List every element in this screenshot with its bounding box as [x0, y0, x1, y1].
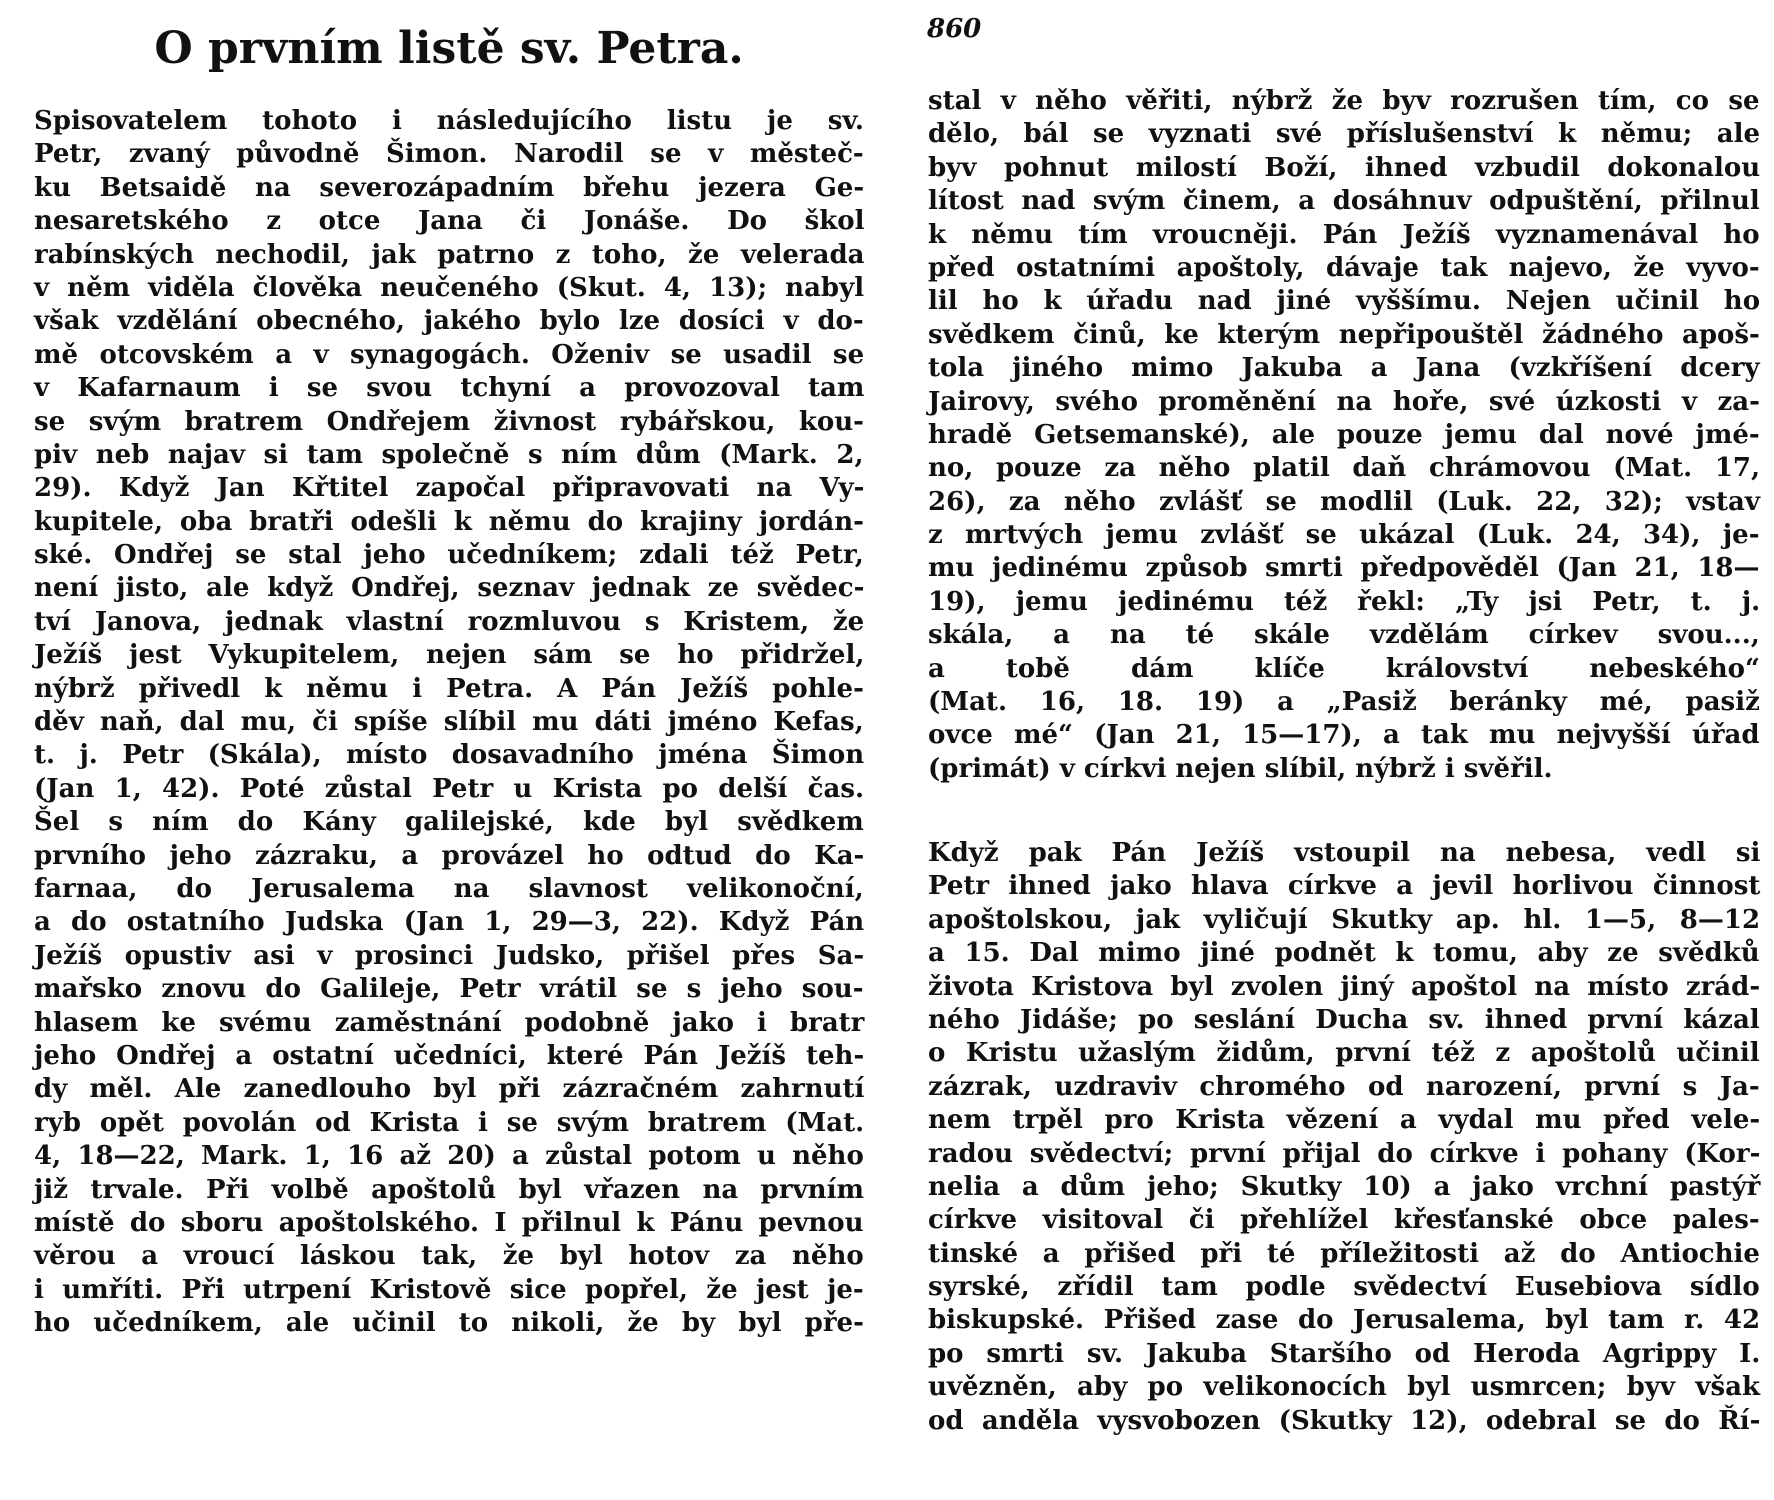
text-line: 4, 18—22, Mark. 1, 16 až 20) a zůstal potom u něho — [34, 1141, 864, 1172]
text-line: věrou a vroucí láskou tak, že byl hotov za něho — [34, 1241, 864, 1272]
text-line: z mrtvých jemu zvlášť se ukázal (Luk. 24, 34), je- — [928, 520, 1760, 551]
text-line: dělo, bál se vyznati své příslušenství k němu; ale — [928, 119, 1761, 150]
text-line: ho učedníkem, ale učinil to nikoli, že by byl pře- — [34, 1308, 864, 1339]
text-line: biskupské. Přišed zase do Jerusalema, byl tam r. 42 — [928, 1305, 1761, 1336]
text-line: Spisovatelem tohoto i následujícího listu je sv. — [34, 106, 864, 136]
text-line: 29). Když Jan Křtitel započal připravovati na Vy- — [34, 473, 865, 504]
text-line: (primát) v církvi nejen slíbil, nýbrž i svěřil. — [928, 753, 1553, 784]
text-line: 19), jemu jedinému též řekl: „Ty jsi Petr, t. j. — [928, 586, 1761, 617]
text-line: syrské, zřídil tam podle svědectví Eusebiova sídlo — [928, 1272, 1760, 1303]
text-line: mě otcovském a v synagogách. Oženiv se usadil se — [34, 339, 865, 370]
text-line: (Jan 1, 42). Poté zůstal Petr u Krista po delší čas. — [34, 773, 865, 804]
text-line: nesaretského z otce Jana či Jonáše. Do škol — [34, 206, 865, 237]
text-line: mařsko znovu do Galileje, Petr vrátil se s jeho sou- — [34, 974, 864, 1005]
chapter-title: O prvním listě sv. Petra. — [154, 23, 744, 74]
text-line: apoštolskou, jak vyličují Skutky ap. hl. 1—5, 8—12 — [928, 904, 1761, 935]
text-line: dy měl. Ale zanedlouho byl při zázračném zahrnutí — [34, 1074, 865, 1105]
text-line: tola jiného mimo Jakuba a Jana (vzkříšení dcery — [928, 353, 1760, 384]
text-line: Ježíš opustiv asi v prosinci Judsko, přišel přes Sa- — [34, 940, 865, 971]
text-line: před ostatními apoštoly, dávaje tak najevo, že vyvo- — [928, 252, 1760, 283]
text-line: již trvale. Při volbě apoštolů byl vřazen na prvním — [34, 1174, 864, 1205]
text-line: ské. Ondřej se stal jeho učedníkem; zdali též Petr, — [34, 540, 864, 571]
text-line: mu jedinému způsob smrti předpověděl (Jan 21, 18— — [928, 553, 1760, 584]
text-line: a tobě dám klíče království nebeského“ — [928, 653, 1760, 684]
text-line: lítost nad svým činem, a dosáhnuv odpuštění, přilnul — [928, 186, 1760, 217]
text-line: i umříti. Při utrpení Kristově sice popřel, že jest je- — [34, 1274, 864, 1305]
left-paragraph — [34, 105, 864, 1340]
page-number: 860 — [927, 14, 982, 44]
text-line: ovce mé“ (Jan 21, 15—17), a tak mu nejvyšší úřad — [928, 720, 1760, 751]
text-line: hradě Getsemanské), ale pouze jemu dal nové jmé- — [928, 419, 1760, 450]
text-line: byv pohnut milostí Boží, ihned vzbudil dokonalou — [928, 152, 1761, 183]
text-line: však vzdělání obecného, jakého bylo lze dosíci v do- — [34, 306, 864, 337]
text-line: místě do sboru apoštolského. I přilnul k Pánu pevnou — [34, 1207, 864, 1238]
text-line: lil ho k úřadu nad jiné vyššímu. Nejen učinil ho — [928, 286, 1761, 317]
text-line: Petr ihned jako hlava církve a jevil horlivou činnost — [928, 871, 1761, 902]
text-line: jeho Ondřej a ostatní učedníci, které Pán Ježíš teh- — [34, 1040, 865, 1071]
text-line: se svým bratrem Ondřejem živnost rybářskou, kou- — [34, 406, 864, 437]
text-line: Ježíš jest Vykupitelem, nejen sám se ho přidržel, — [34, 640, 865, 671]
text-line: piv neb najav si tam společně s ním dům (Mark. 2, — [34, 439, 864, 470]
text-line: uvězněn, aby po velikonocích byl usmrcen; byv však — [928, 1372, 1760, 1403]
text-line: Šel s ním do Kány galilejské, kde byl svědkem — [34, 807, 864, 838]
text-line: Jairovy, svého proměnění na hoře, své úzkosti v za- — [928, 386, 1760, 417]
text-line: od anděla vysvobozen (Skutky 12), odebral se do Ří- — [928, 1405, 1761, 1436]
text-line: nýbrž přivedl k němu i Petra. A Pán Ježíš pohle- — [34, 673, 864, 704]
text-line: prvního jeho zázraku, a provázel ho odtud do Ka- — [34, 840, 865, 871]
text-line: nem trpěl pro Krista vězení a vydal mu před vele- — [928, 1105, 1761, 1136]
text-line: radou svědectví; první přijal do církve i pohany (Kor- — [928, 1138, 1761, 1169]
text-line: života Kristova byl zvolen jiný apoštol na místo zrád- — [928, 971, 1761, 1002]
text-line: o Kristu užaslým židům, první též z apoštolů učinil — [928, 1038, 1760, 1069]
text-line: hlasem ke svému zaměstnání podobně jako i bratr — [34, 1007, 865, 1038]
right-paragraph-1 — [928, 85, 1760, 786]
right-paragraph-2 — [928, 837, 1760, 1438]
text-line: stal v něho věřiti, nýbrž že byv rozrušen tím, co se — [928, 86, 1760, 116]
text-line: v něm viděla člověka neučeného (Skut. 4, 13); nabyl — [34, 272, 865, 303]
text-line: 26), za něho zvlášť se modlil (Luk. 22, 32); vstav — [928, 486, 1760, 517]
text-line: děv naň, dal mu, či spíše slíbil mu dáti jméno Kefas, — [34, 707, 864, 738]
text-line: tví Janova, jednak vlastní rozmluvou s Kristem, že — [34, 606, 865, 637]
text-line: tinské a přišed při té příležitosti až do Antiochie — [928, 1238, 1760, 1269]
text-line: nelia a dům jeho; Skutky 10) a jako vrchní pastýř — [928, 1171, 1761, 1202]
text-line: není jisto, ale když Ondřej, seznav jednak ze svědec- — [34, 573, 865, 604]
text-line: ryb opět povolán od Krista i se svým bratrem (Mat. — [34, 1107, 865, 1138]
text-line: zázrak, uzdraviv chromého od narození, první s Ja- — [928, 1071, 1760, 1102]
text-line: (Mat. 16, 18. 19) a „Pasiž beránky mé, pasiž — [928, 687, 1760, 718]
text-line: no, pouze za něho platil daň chrámovou (Mat. 17, — [928, 453, 1761, 484]
text-line: a do ostatního Judska (Jan 1, 29—3, 22). Když Pán — [34, 907, 865, 938]
text-line: svědkem činů, ke kterým nepřipouštěl žádného apoš- — [928, 319, 1760, 350]
text-line: ku Betsaidě na severozápadním břehu jezera Ge- — [34, 172, 865, 203]
text-line: ného Jidáše; po seslání Ducha sv. ihned první kázal — [928, 1004, 1760, 1035]
text-line: Když pak Pán Ježíš vstoupil na nebesa, vedl si — [928, 838, 1761, 868]
text-line: k němu tím vroucněji. Pán Ježíš vyznamenával ho — [928, 219, 1760, 250]
text-line: t. j. Petr (Skála), místo dosavadního jména Šimon — [34, 740, 865, 771]
text-line: kupitele, oba bratři odešli k němu do krajiny jordán- — [34, 506, 864, 537]
text-line: skála, a na té skále vzdělám církev svou..., — [928, 620, 1760, 651]
text-line: v Kafarnaum i se svou tchyní a provozoval tam — [34, 373, 865, 404]
text-line: a 15. Dal mimo jiné podnět k tomu, aby ze svědků — [928, 938, 1760, 969]
text-line: farnaa, do Jerusalema na slavnost velikonoční, — [34, 873, 864, 904]
text-line: církve visitoval či přehlížel křesťanské obce pales- — [928, 1205, 1760, 1236]
text-line: rabínských nechodil, jak patrno z toho, že velerada — [34, 239, 865, 270]
text-line: po smrti sv. Jakuba Staršího od Heroda Agrippy I. — [928, 1338, 1761, 1369]
text-line: Petr, zvaný původně Šimon. Narodil se v městeč- — [34, 139, 864, 170]
